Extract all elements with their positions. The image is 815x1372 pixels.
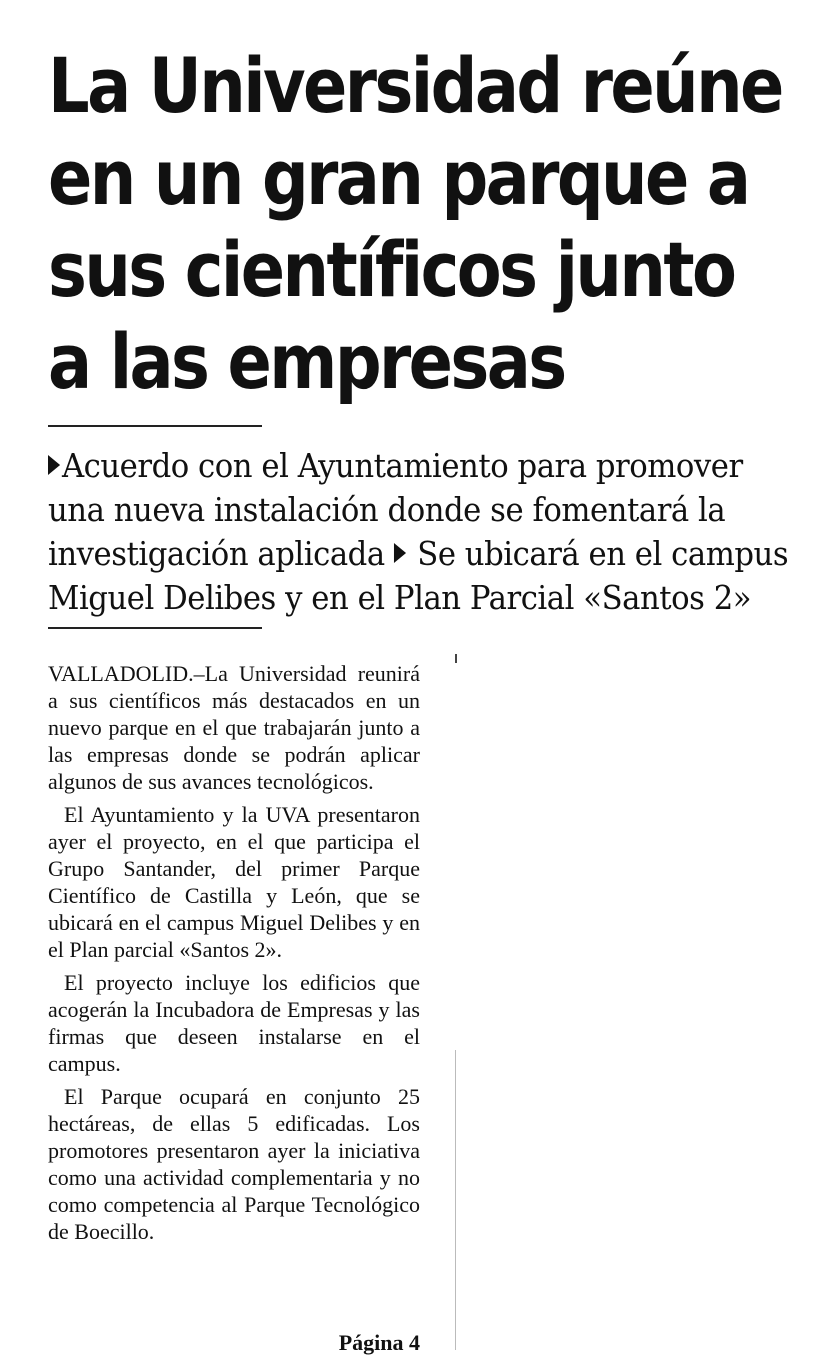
headline-line: La Universidad reúne [48,41,782,130]
column-divider [455,1050,456,1350]
headline-line: a las empresas [48,317,565,406]
bullet-triangle-icon [48,455,60,475]
divider-bottom [48,627,262,629]
headline-line: en un gran parque a [48,133,749,222]
subheadline [48,444,789,620]
body-paragraph: VALLADOLID.–La Universidad reunirá a sus científicos más destacados en un nuevo parque en el que trabajarán junto a las empresas donde se podrán aplicar algunos de sus avances tecnológicos. [48,661,420,794]
body-paragraph: El Ayuntamiento y la UVA presentaron ayer el proyecto, en el que participa el Grupo Santander, del primer Parque Científico de Castilla y León, que se ubicará en el campus Miguel Delibes y en el Plan parcial «Santos 2». [48,802,420,962]
divider-top [48,425,262,427]
headline [48,40,782,408]
body-paragraph: El Parque ocupará en conjunto 25 hectáreas, de ellas 5 edificadas. Los promotores presentaron ayer la iniciativa como una actividad complementaria y no como competencia al Parque Tecnológico de Boecillo. [48,1084,420,1244]
subhead-line: Miguel Delibes y en el Plan Parcial «Santos 2» [48,578,752,617]
body-paragraph: El proyecto incluye los edificios que acogerán la Incubadora de Empresas y las firmas que deseen instalarse en el campus. [48,970,420,1076]
column-mark [455,654,457,663]
subhead-line: investigación aplicada Se ubicará en el campus [48,534,789,573]
subhead-line: una nueva instalación donde se fomentará la [48,490,726,529]
article-body [48,660,420,1251]
headline-line: sus científicos junto [48,225,735,314]
page-reference: Página 4 [338,1330,420,1355]
subhead-line: Acuerdo con el Ayuntamiento para promover [48,444,761,488]
bullet-triangle-icon [394,543,406,563]
